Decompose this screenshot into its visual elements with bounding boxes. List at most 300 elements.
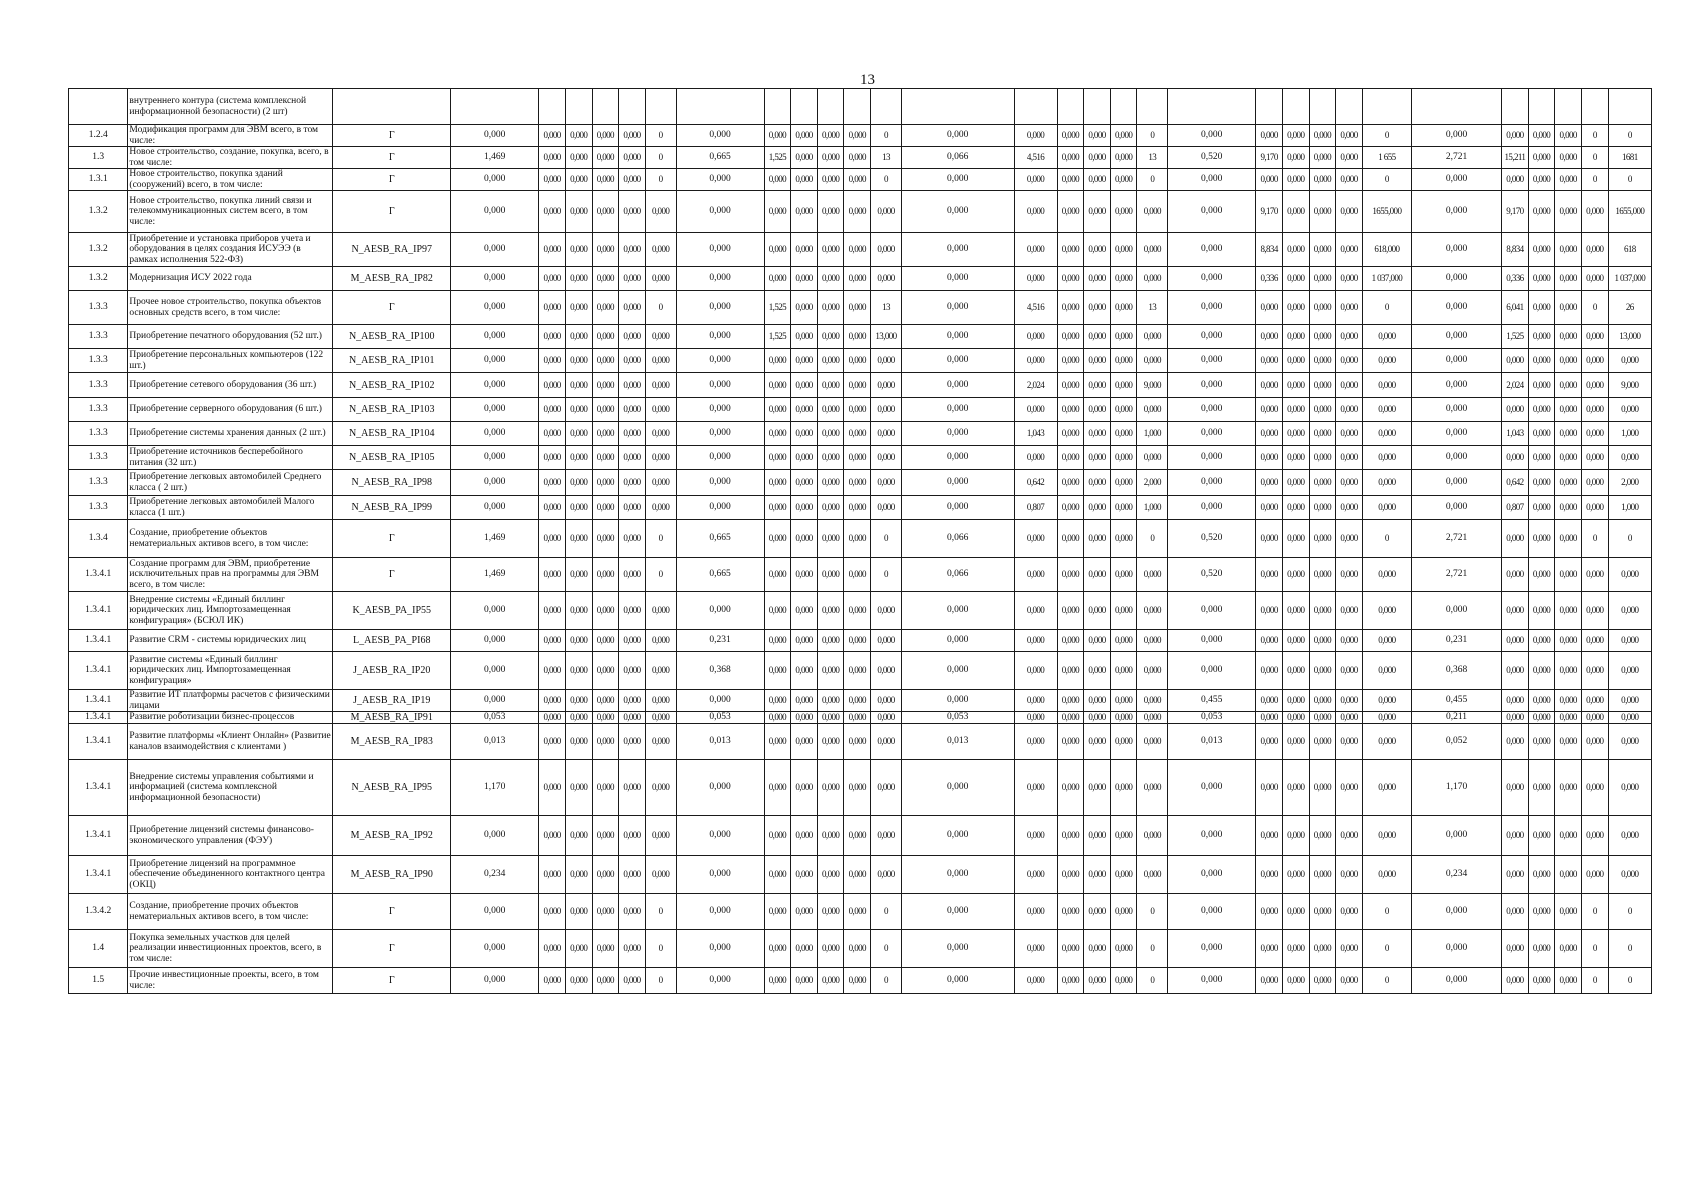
- value-cell: 0: [1362, 894, 1411, 930]
- table-row: [69, 89, 1652, 125]
- value-cell: 0,000: [1528, 630, 1555, 652]
- value-cell: 0,000: [592, 690, 619, 712]
- value-cell: 0,000: [451, 690, 539, 712]
- value-cell: 0,000: [764, 191, 791, 233]
- value-cell: 0,000: [1110, 520, 1137, 558]
- value-cell: 0,000: [1528, 291, 1555, 325]
- value-cell: 0,000: [1110, 690, 1137, 712]
- value-cell: 0,336: [1502, 267, 1529, 291]
- value-cell: [871, 89, 902, 125]
- table-row: [69, 558, 1652, 592]
- value-cell: 0,000: [592, 233, 619, 267]
- value-cell: 0,000: [1057, 630, 1084, 652]
- value-cell: 0,000: [1362, 652, 1411, 690]
- item-name-cell: Создание программ для ЭВМ, приобретение исключительных прав на программы для ЭВМ всего, в том числе:: [128, 558, 333, 592]
- value-cell: 0,000: [1502, 652, 1529, 690]
- value-cell: 0,000: [1014, 558, 1057, 592]
- value-cell: [901, 89, 1014, 125]
- value-cell: 0,000: [1411, 930, 1501, 968]
- value-cell: 0,000: [764, 894, 791, 930]
- value-cell: 0,000: [1309, 856, 1336, 894]
- value-cell: 0,000: [1256, 690, 1283, 712]
- value-cell: 0,000: [676, 592, 764, 630]
- value-cell: 0,000: [1582, 349, 1609, 373]
- value-cell: 0,000: [1411, 191, 1501, 233]
- value-cell: 0,000: [539, 816, 566, 856]
- project-code-cell: N_AESB_RA_IP101: [333, 349, 451, 373]
- project-code-cell: Г: [333, 930, 451, 968]
- value-cell: 0,000: [1110, 233, 1137, 267]
- value-cell: 0,000: [1528, 592, 1555, 630]
- value-cell: 0,000: [817, 712, 844, 724]
- value-cell: 0,000: [1582, 652, 1609, 690]
- value-cell: 0,000: [1110, 968, 1137, 994]
- value-cell: 0,000: [791, 147, 818, 169]
- value-cell: 0,000: [592, 169, 619, 191]
- table-row: [69, 233, 1652, 267]
- value-cell: 0,455: [1168, 690, 1256, 712]
- value-cell: 0,000: [539, 191, 566, 233]
- value-cell: 0,000: [1110, 894, 1137, 930]
- value-cell: 0,000: [844, 233, 871, 267]
- value-cell: 0,000: [1336, 520, 1363, 558]
- value-cell: 9,170: [1502, 191, 1529, 233]
- value-cell: 0,000: [901, 690, 1014, 712]
- value-cell: 0,000: [1057, 558, 1084, 592]
- value-cell: 0,000: [1309, 894, 1336, 930]
- value-cell: 0,000: [1282, 147, 1309, 169]
- value-cell: 0,000: [1014, 520, 1057, 558]
- value-cell: 0,000: [871, 760, 902, 816]
- value-cell: 0,000: [1282, 470, 1309, 496]
- value-cell: 0,000: [844, 930, 871, 968]
- value-cell: 0,000: [1256, 470, 1283, 496]
- value-cell: 0,000: [791, 125, 818, 147]
- value-cell: 0,000: [1282, 652, 1309, 690]
- value-cell: 0,000: [451, 422, 539, 446]
- value-cell: 0,000: [645, 267, 676, 291]
- value-cell: 0,000: [592, 349, 619, 373]
- value-cell: 0,000: [1137, 349, 1168, 373]
- value-cell: 0,000: [539, 233, 566, 267]
- value-cell: [1137, 89, 1168, 125]
- value-cell: 0,000: [1608, 816, 1651, 856]
- value-cell: 0,000: [539, 930, 566, 968]
- value-cell: 0,000: [1057, 760, 1084, 816]
- value-cell: 0,000: [1168, 291, 1256, 325]
- row-index-cell: 1.3.3: [69, 349, 128, 373]
- value-cell: 0,000: [1528, 398, 1555, 422]
- value-cell: 0,000: [844, 349, 871, 373]
- item-name-cell: Приобретение и установка приборов учета и оборудования в целях создания ИСУЭЭ (в рамках исполнения 522-ФЗ): [128, 233, 333, 267]
- value-cell: 0,053: [901, 712, 1014, 724]
- value-cell: 0,000: [1137, 267, 1168, 291]
- value-cell: 0,000: [676, 496, 764, 520]
- value-cell: 0,000: [1057, 968, 1084, 994]
- value-cell: 0,000: [764, 422, 791, 446]
- value-cell: 0,000: [1411, 373, 1501, 398]
- value-cell: 0,000: [565, 652, 592, 690]
- value-cell: 0,000: [539, 147, 566, 169]
- value-cell: 0,000: [451, 968, 539, 994]
- value-cell: 0,000: [1256, 446, 1283, 470]
- value-cell: 0,231: [676, 630, 764, 652]
- value-cell: 0,000: [1362, 325, 1411, 349]
- value-cell: 0,000: [1608, 446, 1651, 470]
- value-cell: 0,000: [817, 930, 844, 968]
- value-cell: 0: [1582, 169, 1609, 191]
- value-cell: 0,000: [791, 169, 818, 191]
- value-cell: 0,000: [901, 267, 1014, 291]
- value-cell: 0: [1362, 520, 1411, 558]
- value-cell: 0,000: [1084, 191, 1111, 233]
- value-cell: 0,000: [817, 630, 844, 652]
- value-cell: 0,000: [1555, 125, 1582, 147]
- value-cell: 0,000: [764, 470, 791, 496]
- table-row: [69, 325, 1652, 349]
- value-cell: 0,000: [1528, 267, 1555, 291]
- value-cell: 1655,000: [1362, 191, 1411, 233]
- value-cell: 0,000: [1336, 125, 1363, 147]
- value-cell: 0,000: [844, 592, 871, 630]
- value-cell: 0,000: [645, 349, 676, 373]
- value-cell: 0,000: [844, 169, 871, 191]
- value-cell: 0,000: [1555, 373, 1582, 398]
- value-cell: 0,000: [1309, 690, 1336, 712]
- value-cell: 0,000: [539, 496, 566, 520]
- value-cell: 0,000: [871, 816, 902, 856]
- value-cell: 0,000: [1336, 147, 1363, 169]
- value-cell: 0,000: [1168, 233, 1256, 267]
- value-cell: 0,000: [764, 446, 791, 470]
- value-cell: 0,000: [901, 233, 1014, 267]
- value-cell: 0,000: [619, 592, 646, 630]
- value-cell: 0,000: [791, 191, 818, 233]
- value-cell: 0,000: [1411, 169, 1501, 191]
- value-cell: 0,000: [1502, 398, 1529, 422]
- value-cell: 0,000: [1582, 470, 1609, 496]
- value-cell: [451, 89, 539, 125]
- value-cell: 0,000: [619, 520, 646, 558]
- value-cell: 0,000: [539, 267, 566, 291]
- value-cell: 0,000: [1582, 191, 1609, 233]
- value-cell: 0,000: [1362, 558, 1411, 592]
- value-cell: 0,000: [1256, 894, 1283, 930]
- value-cell: 0,000: [1256, 349, 1283, 373]
- row-index-cell: [69, 89, 128, 125]
- value-cell: 0: [645, 558, 676, 592]
- value-cell: 0,000: [1256, 712, 1283, 724]
- value-cell: 0,000: [791, 422, 818, 446]
- value-cell: 0,000: [619, 373, 646, 398]
- value-cell: 0,000: [764, 856, 791, 894]
- value-cell: 0,000: [451, 233, 539, 267]
- value-cell: 0,000: [1336, 856, 1363, 894]
- value-cell: 0: [1582, 147, 1609, 169]
- project-code-cell: N_AESB_RA_IP97: [333, 233, 451, 267]
- row-index-cell: 1.3.2: [69, 233, 128, 267]
- value-cell: 0: [871, 930, 902, 968]
- value-cell: 0,000: [676, 398, 764, 422]
- value-cell: 0,231: [1411, 630, 1501, 652]
- value-cell: 0,000: [565, 169, 592, 191]
- value-cell: 0,000: [1256, 856, 1283, 894]
- row-index-cell: 1.3.3: [69, 398, 128, 422]
- value-cell: 0,000: [565, 422, 592, 446]
- value-cell: 0,000: [451, 325, 539, 349]
- value-cell: 0,000: [619, 169, 646, 191]
- value-cell: [1084, 89, 1111, 125]
- project-code-cell: Г: [333, 191, 451, 233]
- value-cell: 0,000: [1528, 724, 1555, 760]
- row-index-cell: 1.3.4.1: [69, 816, 128, 856]
- value-cell: 0,000: [1084, 816, 1111, 856]
- value-cell: [619, 89, 646, 125]
- value-cell: 0,000: [565, 520, 592, 558]
- value-cell: 0,000: [1411, 233, 1501, 267]
- value-cell: 0,000: [1057, 169, 1084, 191]
- value-cell: 0,000: [1282, 446, 1309, 470]
- value-cell: 0,000: [1057, 349, 1084, 373]
- value-cell: 0,000: [1309, 125, 1336, 147]
- value-cell: 0,000: [645, 325, 676, 349]
- value-cell: 0,000: [1014, 856, 1057, 894]
- value-cell: 0,642: [1014, 470, 1057, 496]
- project-code-cell: J_AESB_RA_IP19: [333, 690, 451, 712]
- row-index-cell: 1.3: [69, 147, 128, 169]
- value-cell: 0,000: [1282, 267, 1309, 291]
- value-cell: 0,000: [844, 652, 871, 690]
- value-cell: 0: [1582, 291, 1609, 325]
- value-cell: 0,000: [1014, 398, 1057, 422]
- value-cell: 0,000: [844, 690, 871, 712]
- value-cell: 0,000: [1137, 856, 1168, 894]
- value-cell: 0,000: [844, 291, 871, 325]
- value-cell: 0,000: [1168, 349, 1256, 373]
- value-cell: 0,000: [565, 291, 592, 325]
- value-cell: 0,000: [1555, 724, 1582, 760]
- value-cell: 0: [645, 147, 676, 169]
- value-cell: 0,000: [1502, 724, 1529, 760]
- value-cell: 0,000: [901, 930, 1014, 968]
- value-cell: 0,000: [676, 191, 764, 233]
- item-name-cell: Развитие системы «Единый биллинг юридических лиц. Импортозамещенная конфигурация»: [128, 652, 333, 690]
- value-cell: 0,000: [1084, 470, 1111, 496]
- value-cell: 0,000: [1582, 856, 1609, 894]
- value-cell: 0,000: [451, 930, 539, 968]
- value-cell: 0,000: [592, 856, 619, 894]
- value-cell: 0,000: [676, 169, 764, 191]
- value-cell: 0,000: [592, 422, 619, 446]
- value-cell: 0,000: [451, 349, 539, 373]
- value-cell: 0,000: [1110, 856, 1137, 894]
- value-cell: 4,516: [1014, 291, 1057, 325]
- value-cell: 0: [1582, 125, 1609, 147]
- value-cell: 0,000: [901, 856, 1014, 894]
- value-cell: 0: [1362, 125, 1411, 147]
- value-cell: 0,000: [1362, 724, 1411, 760]
- value-cell: 1,525: [764, 291, 791, 325]
- value-cell: 0,000: [1608, 724, 1651, 760]
- row-index-cell: 1.3.4.1: [69, 652, 128, 690]
- value-cell: 0,000: [1555, 712, 1582, 724]
- table-row: [69, 724, 1652, 760]
- value-cell: 0,000: [1582, 592, 1609, 630]
- value-cell: 0,000: [1137, 592, 1168, 630]
- value-cell: 0,000: [1168, 652, 1256, 690]
- table-row: [69, 147, 1652, 169]
- value-cell: 0: [645, 894, 676, 930]
- value-cell: 0,000: [871, 398, 902, 422]
- value-cell: 0,000: [1528, 496, 1555, 520]
- value-cell: 0,000: [1110, 930, 1137, 968]
- value-cell: 0,000: [1256, 558, 1283, 592]
- value-cell: 0: [645, 169, 676, 191]
- value-cell: 0,000: [844, 520, 871, 558]
- value-cell: 0,000: [1309, 496, 1336, 520]
- value-cell: [1057, 89, 1084, 125]
- value-cell: 0,000: [1555, 630, 1582, 652]
- value-cell: 0,000: [1084, 690, 1111, 712]
- value-cell: 0,000: [901, 630, 1014, 652]
- value-cell: 0,000: [1362, 349, 1411, 373]
- value-cell: 0,000: [1555, 147, 1582, 169]
- value-cell: 0,000: [791, 398, 818, 422]
- value-cell: 0,000: [817, 373, 844, 398]
- value-cell: 8,834: [1256, 233, 1283, 267]
- value-cell: 0,000: [817, 125, 844, 147]
- table-row: [69, 267, 1652, 291]
- value-cell: 0,000: [1528, 373, 1555, 398]
- value-cell: 0,000: [791, 760, 818, 816]
- value-cell: 0,000: [1555, 233, 1582, 267]
- table-row: [69, 930, 1652, 968]
- value-cell: 0,000: [1502, 169, 1529, 191]
- value-cell: 0,000: [764, 233, 791, 267]
- value-cell: 0,000: [764, 558, 791, 592]
- value-cell: 0,000: [1282, 349, 1309, 373]
- value-cell: 0,000: [764, 496, 791, 520]
- value-cell: 0,000: [1582, 422, 1609, 446]
- value-cell: 0,000: [1362, 470, 1411, 496]
- value-cell: 0,000: [1137, 233, 1168, 267]
- value-cell: 0,000: [1282, 894, 1309, 930]
- value-cell: 0,000: [451, 169, 539, 191]
- value-cell: 0,000: [1110, 325, 1137, 349]
- value-cell: 0,000: [764, 349, 791, 373]
- value-cell: 0,000: [791, 856, 818, 894]
- value-cell: 1,043: [1502, 422, 1529, 446]
- value-cell: 0,000: [451, 267, 539, 291]
- value-cell: 0,066: [901, 520, 1014, 558]
- value-cell: 0,000: [676, 930, 764, 968]
- value-cell: 0,000: [1336, 191, 1363, 233]
- row-index-cell: 1.3.3: [69, 373, 128, 398]
- value-cell: 13: [1137, 291, 1168, 325]
- value-cell: 0,000: [844, 470, 871, 496]
- value-cell: 0,000: [1014, 760, 1057, 816]
- value-cell: 0,000: [1084, 147, 1111, 169]
- value-cell: 0: [1582, 520, 1609, 558]
- value-cell: 0,000: [1256, 520, 1283, 558]
- value-cell: 4,516: [1014, 147, 1057, 169]
- value-cell: 0,000: [565, 558, 592, 592]
- value-cell: 0,000: [1110, 592, 1137, 630]
- value-cell: 0,000: [451, 191, 539, 233]
- value-cell: 0,000: [1256, 930, 1283, 968]
- value-cell: 0,000: [1014, 652, 1057, 690]
- value-cell: 0,000: [1256, 630, 1283, 652]
- value-cell: 0,000: [844, 325, 871, 349]
- value-cell: 0,000: [1282, 930, 1309, 968]
- value-cell: 0,000: [592, 558, 619, 592]
- value-cell: 0,000: [1057, 930, 1084, 968]
- value-cell: 0,000: [1528, 558, 1555, 592]
- value-cell: 1,043: [1014, 422, 1057, 446]
- project-code-cell: Г: [333, 968, 451, 994]
- value-cell: 0,000: [1110, 267, 1137, 291]
- value-cell: 0,000: [844, 894, 871, 930]
- value-cell: 0,000: [1502, 816, 1529, 856]
- value-cell: 0,000: [645, 422, 676, 446]
- row-index-cell: 1.3.4.1: [69, 630, 128, 652]
- value-cell: 0,000: [1084, 291, 1111, 325]
- value-cell: 0,000: [791, 712, 818, 724]
- value-cell: 0,000: [1362, 496, 1411, 520]
- value-cell: 0,000: [1411, 496, 1501, 520]
- value-cell: 1,469: [451, 520, 539, 558]
- value-cell: 0,000: [844, 712, 871, 724]
- value-cell: 0,000: [871, 422, 902, 446]
- value-cell: 0,000: [1502, 592, 1529, 630]
- value-cell: 0,000: [1309, 930, 1336, 968]
- value-cell: 0,000: [1168, 325, 1256, 349]
- value-cell: 0,000: [539, 325, 566, 349]
- value-cell: 0,000: [817, 191, 844, 233]
- item-name-cell: Приобретение серверного оборудования (6 шт.): [128, 398, 333, 422]
- value-cell: 0,000: [1057, 373, 1084, 398]
- table-row: [69, 652, 1652, 690]
- value-cell: 0,000: [1110, 470, 1137, 496]
- value-cell: 9,170: [1256, 147, 1283, 169]
- value-cell: 0,807: [1502, 496, 1529, 520]
- value-cell: 0,000: [645, 652, 676, 690]
- value-cell: 0,000: [619, 191, 646, 233]
- value-cell: 0,000: [1084, 652, 1111, 690]
- value-cell: 0,000: [1362, 690, 1411, 712]
- value-cell: 0,000: [1057, 398, 1084, 422]
- value-cell: 0,000: [1411, 125, 1501, 147]
- value-cell: 0,000: [844, 968, 871, 994]
- value-cell: 0,000: [451, 373, 539, 398]
- value-cell: 0,000: [871, 233, 902, 267]
- table-row: [69, 398, 1652, 422]
- value-cell: 0,000: [1362, 760, 1411, 816]
- value-cell: 0,066: [901, 147, 1014, 169]
- table-row: [69, 191, 1652, 233]
- table-row: [69, 422, 1652, 446]
- value-cell: 0,000: [1256, 816, 1283, 856]
- value-cell: 1,170: [1411, 760, 1501, 816]
- value-cell: 0,000: [645, 470, 676, 496]
- value-cell: 0,000: [1502, 630, 1529, 652]
- value-cell: 0,000: [1014, 630, 1057, 652]
- value-cell: [844, 89, 871, 125]
- value-cell: 0,000: [1110, 816, 1137, 856]
- value-cell: 0,000: [1528, 147, 1555, 169]
- value-cell: 0,000: [1282, 291, 1309, 325]
- value-cell: 0,000: [791, 968, 818, 994]
